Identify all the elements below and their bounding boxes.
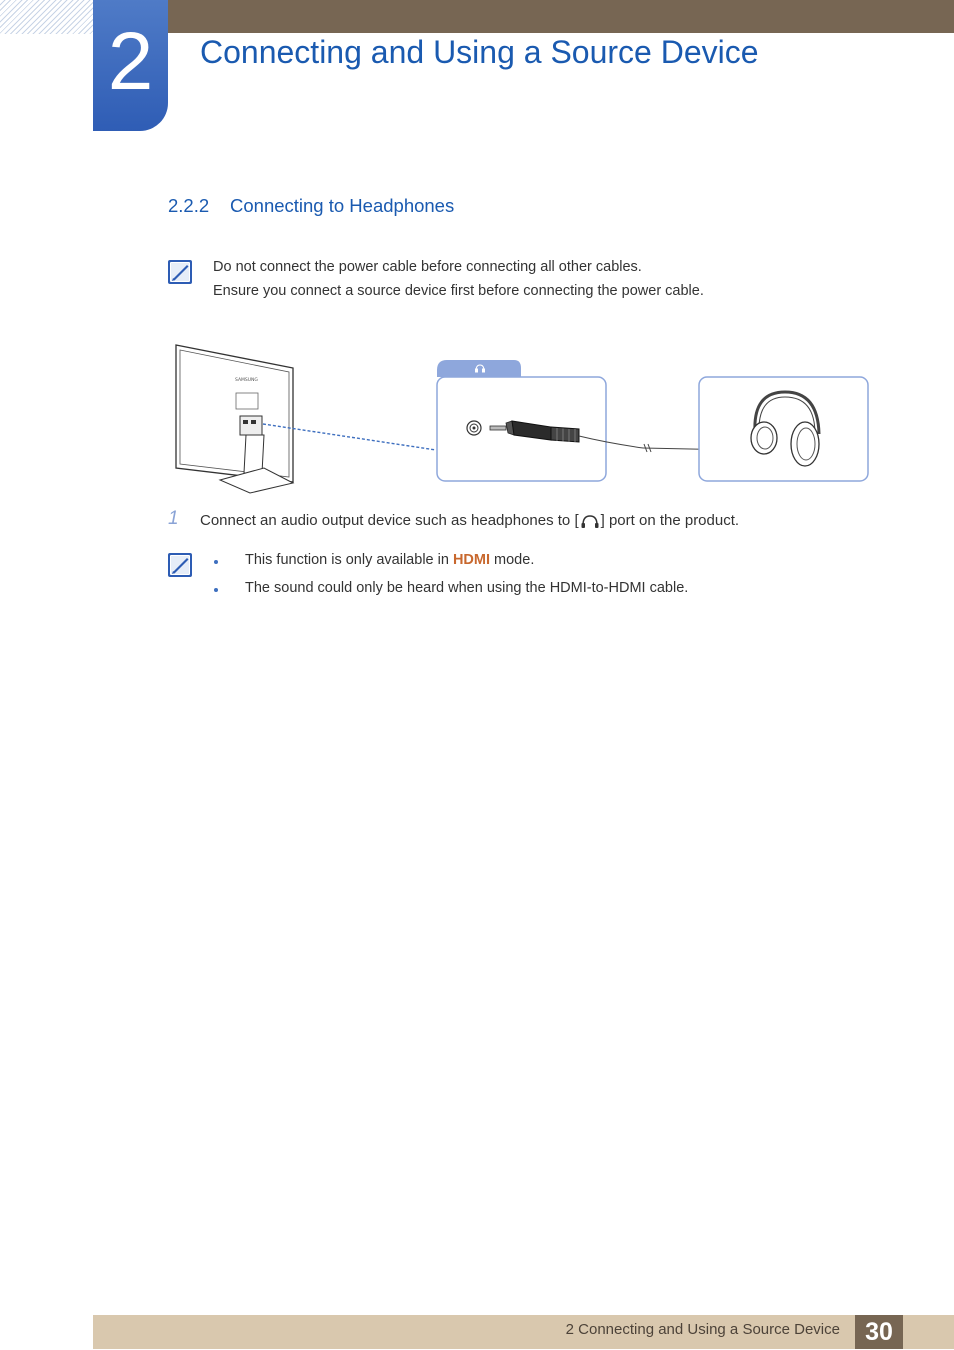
note-bullet-list — [214, 552, 688, 608]
header-bar — [168, 0, 954, 33]
audio-port-panel — [437, 360, 606, 481]
headphones-icon — [699, 377, 868, 481]
list-item: This function is only available in HDMI mode. — [214, 552, 688, 580]
note-line-1: Do not connect the power cable before connecting all other cables. — [213, 259, 642, 275]
section-number: 2.2.2 — [168, 195, 210, 216]
footer-chapter-text: 2 Connecting and Using a Source Device — [565, 1321, 840, 1338]
section-heading — [168, 195, 454, 217]
note-pencil-icon — [168, 553, 192, 577]
page-number: 30 — [855, 1315, 903, 1349]
chapter-number-tab: 2 — [93, 0, 168, 131]
headphone-connection-diagram — [168, 340, 878, 500]
bullet-dot — [214, 560, 218, 564]
monitor-brand-label: SAMSUNG — [235, 378, 258, 383]
chapter-title: Connecting and Using a Source Device — [200, 34, 759, 70]
step-text-after: ] port on the product. — [600, 512, 740, 529]
section-title: Connecting to Headphones — [230, 195, 455, 216]
note-pencil-icon — [168, 260, 192, 284]
step-number: 1 — [168, 508, 179, 529]
header-hatch-decoration — [0, 0, 93, 34]
hdmi-highlight: HDMI — [452, 552, 491, 568]
list-item: The sound could only be heard when using the HDMI-to-HDMI cable. — [214, 580, 688, 608]
note-line-2: Ensure you connect a source device first before connecting the power cable. — [213, 283, 704, 299]
step-text — [200, 512, 739, 529]
bullet-dot — [214, 588, 218, 592]
step-text-before: Connect an audio output device such as headphones to [ — [200, 512, 579, 529]
monitor-icon — [176, 345, 293, 493]
headphone-icon — [580, 513, 600, 529]
